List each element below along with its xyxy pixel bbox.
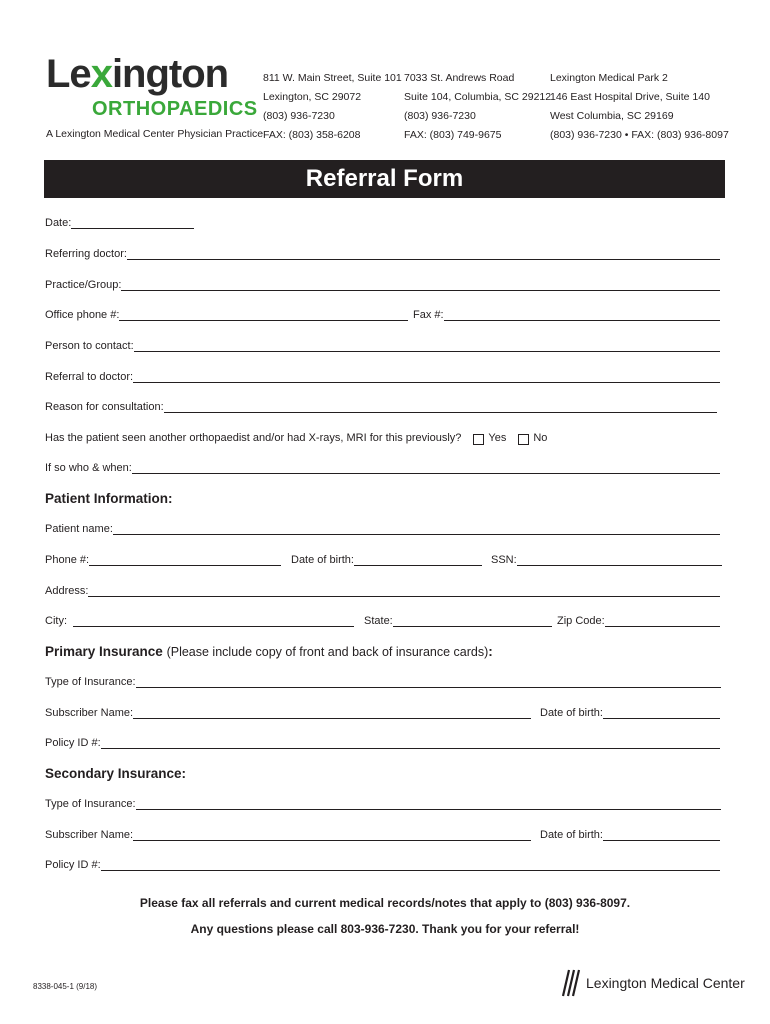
secondary-type-field[interactable] (136, 798, 722, 810)
address-block-2 (404, 69, 551, 145)
practice-group-row (45, 278, 720, 292)
secondary-dob-label: Date of birth: (540, 829, 603, 841)
office-phone-row (45, 308, 408, 322)
referral-to-doctor-label: Referral to doctor: (45, 371, 134, 383)
reason-field[interactable] (164, 401, 717, 413)
secondary-subscriber-row (45, 828, 531, 842)
patient-ssn-label: SSN: (491, 554, 517, 566)
no-checkbox[interactable] (518, 434, 529, 445)
primary-type-row (45, 675, 721, 689)
patient-info-heading: Patient Information: (45, 491, 173, 506)
patient-name-row (45, 522, 720, 536)
no-label: No (533, 432, 548, 444)
office-phone-label: Office phone #: (45, 309, 120, 321)
address-line: Suite 104, Columbia, SC 29212 (404, 91, 552, 103)
if-so-row (45, 461, 720, 475)
patient-state-field[interactable] (393, 615, 552, 627)
patient-zip-row (557, 614, 720, 628)
secondary-insurance-heading: Secondary Insurance: (45, 766, 187, 781)
secondary-subscriber-field[interactable] (133, 829, 531, 841)
primary-dob-row (540, 706, 720, 720)
secondary-subscriber-label: Subscriber Name: (45, 829, 134, 841)
questions-note: Any questions please call 803-936-7230. Thank you for your referral! (190, 922, 580, 936)
secondary-policy-label: Policy ID #: (45, 859, 101, 871)
primary-insurance-title: Primary Insurance (45, 644, 163, 659)
logo-subtitle: ORTHOPAEDICS (92, 98, 258, 120)
patient-ssn-row (491, 553, 722, 567)
address-line: FAX: (803) 749-9675 (404, 129, 502, 141)
patient-address-field[interactable] (88, 585, 720, 597)
patient-zip-label: Zip Code: (557, 615, 605, 627)
patient-zip-field[interactable] (605, 615, 720, 627)
primary-subscriber-label: Subscriber Name: (45, 707, 134, 719)
address-line: 7033 St. Andrews Road (404, 72, 515, 84)
logo-word-pre: Le (46, 52, 91, 96)
primary-type-label: Type of Insurance: (45, 676, 136, 688)
if-so-field[interactable] (132, 462, 720, 474)
address-line: (803) 936-7230 (263, 110, 335, 122)
form-number: 8338-045-1 (9/18) (33, 982, 98, 991)
address-line: Lexington, SC 29072 (263, 91, 362, 103)
patient-name-field[interactable] (113, 523, 720, 535)
patient-city-label: City: (45, 615, 67, 627)
logo-tagline: A Lexington Medical Center Physician Practice (46, 128, 264, 140)
patient-name-label: Patient name: (45, 523, 113, 535)
address-line: Lexington Medical Park 2 (550, 72, 668, 84)
secondary-type-row (45, 797, 721, 811)
person-to-contact-field[interactable] (134, 340, 720, 352)
reason-label: Reason for consultation: (45, 401, 164, 413)
patient-dob-field[interactable] (354, 554, 482, 566)
lmc-mark-icon (560, 968, 582, 998)
logo-wordmark (46, 54, 228, 94)
patient-address-row (45, 584, 720, 598)
fax-instructions: Please fax all referrals and current medical records/notes that apply to (803) 936-8097. (139, 896, 631, 910)
primary-policy-field[interactable] (101, 737, 720, 749)
address-line: (803) 936-7230 • FAX: (803) 936-8097 (550, 129, 729, 141)
primary-insurance-heading (45, 644, 493, 659)
yes-checkbox[interactable] (473, 434, 484, 445)
lmc-logo (560, 968, 745, 998)
fax-label: Fax #: (413, 309, 444, 321)
fax-row (413, 308, 720, 322)
patient-city-row (45, 614, 354, 628)
secondary-policy-row (45, 858, 720, 872)
patient-state-label: State: (364, 615, 393, 627)
primary-type-field[interactable] (136, 676, 722, 688)
secondary-dob-row (540, 828, 720, 842)
secondary-policy-field[interactable] (101, 859, 720, 871)
practice-group-field[interactable] (121, 279, 720, 291)
address-block-3 (550, 69, 729, 145)
patient-dob-label: Date of birth: (291, 554, 354, 566)
primary-insurance-note: (Please include copy of front and back of insurance cards) (166, 645, 489, 659)
logo-word-x: x (90, 52, 112, 96)
primary-dob-label: Date of birth: (540, 707, 603, 719)
lmc-name: Lexington Medical Center (586, 975, 745, 991)
referring-doctor-label: Referring doctor: (45, 248, 127, 260)
date-label: Date: (45, 217, 72, 229)
if-so-label: If so who & when: (45, 462, 132, 474)
referring-doctor-row (45, 247, 720, 261)
patient-ssn-field[interactable] (517, 554, 722, 566)
patient-state-row (364, 614, 552, 628)
patient-phone-row (45, 553, 281, 567)
form-title: Referral Form (44, 160, 725, 198)
address-line: (803) 936-7230 (404, 110, 476, 122)
date-row (45, 216, 194, 230)
person-to-contact-row (45, 339, 720, 353)
primary-policy-row (45, 736, 720, 750)
address-block-1 (263, 69, 402, 145)
address-line: FAX: (803) 358-6208 (263, 129, 361, 141)
address-line: 811 W. Main Street, Suite 101 (263, 72, 402, 84)
patient-dob-row (291, 553, 482, 567)
primary-subscriber-field[interactable] (133, 707, 531, 719)
reason-row (45, 400, 717, 414)
seen-question-row (45, 431, 547, 445)
date-field[interactable] (71, 217, 194, 229)
patient-phone-label: Phone #: (45, 554, 90, 566)
secondary-type-label: Type of Insurance: (45, 798, 136, 810)
seen-question-label: Has the patient seen another orthopaedist and/or had X-rays, MRI for this previously? (45, 432, 462, 444)
practice-group-label: Practice/Group: (45, 279, 122, 291)
address-line: 146 East Hospital Drive, Suite 140 (550, 91, 710, 103)
fax-field[interactable] (444, 309, 720, 321)
yes-label: Yes (488, 432, 507, 444)
logo-word-post: ington (111, 52, 229, 96)
patient-address-label: Address: (45, 585, 89, 597)
address-line: West Columbia, SC 29169 (550, 110, 674, 122)
referral-to-doctor-row (45, 370, 720, 384)
primary-subscriber-row (45, 706, 531, 720)
secondary-dob-field[interactable] (603, 829, 720, 841)
office-phone-field[interactable] (119, 309, 408, 321)
patient-phone-field[interactable] (89, 554, 281, 566)
patient-city-field[interactable] (73, 615, 354, 627)
referring-doctor-field[interactable] (127, 248, 720, 260)
primary-dob-field[interactable] (603, 707, 720, 719)
primary-insurance-colon: : (488, 644, 493, 659)
referral-to-doctor-field[interactable] (133, 371, 720, 383)
primary-policy-label: Policy ID #: (45, 737, 101, 749)
person-to-contact-label: Person to contact: (45, 340, 134, 352)
